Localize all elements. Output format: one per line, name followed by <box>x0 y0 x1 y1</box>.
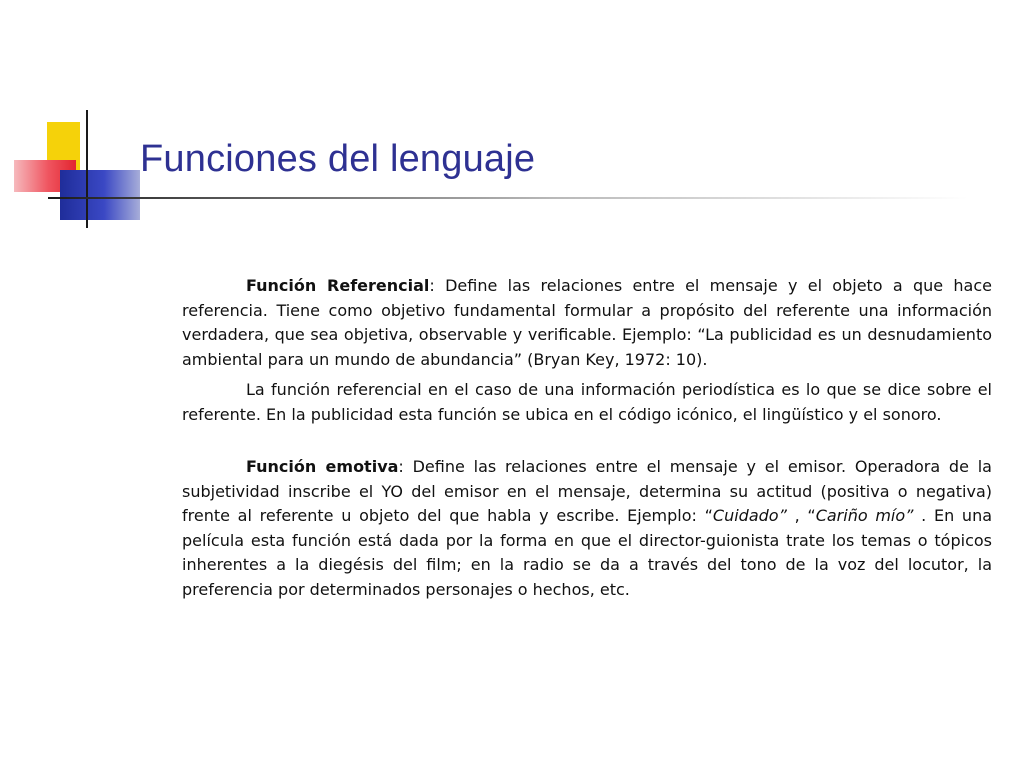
decor-blue-square <box>60 170 140 220</box>
title-underline <box>48 197 968 199</box>
emotiva-definition: Define las relaciones entre el mensaje y el emisor. Operadora de la subjetividad inscribe el YO del emisor en el mensaje, determina su actitud (positiva o negativa) frente al referente u objeto del que habla y escribe. Ejemplo: “ <box>182 457 992 525</box>
example-carino-mio: Cariño mío” <box>815 506 914 525</box>
decor-vertical-line <box>86 110 88 228</box>
slide-body <box>182 274 992 602</box>
paragraph-referencial-note <box>182 378 992 427</box>
colon: : <box>429 276 446 295</box>
paragraph-emotiva <box>182 455 992 602</box>
colon: : <box>398 457 413 476</box>
paragraph-referencial <box>182 274 992 372</box>
example-separator: , “ <box>786 506 816 525</box>
referencial-note-text: La función referencial en el caso de una información periodística es lo que se dice sobre el referente. En la publicidad esta función se ubica en el código icónico, el lingüístico y el sonoro. <box>182 380 992 424</box>
slide-title: Funciones del lenguaje <box>140 138 536 180</box>
term-funcion-referencial: Función Referencial <box>246 276 430 295</box>
referencial-definition: Define las relaciones entre el mensaje y el objeto a que hace referencia. Tiene como objetivo fundamental formular a propósito del referente una información verdadera, que sea objetiva, observable y verificable. Ejemplo: “La publicidad es un desnudamiento ambiental para un mundo de abundancia” (Bryan Key, 1972: 10). <box>182 276 993 369</box>
example-cuidado: Cuidado” <box>712 506 787 525</box>
term-funcion-emotiva: Función emotiva <box>246 457 399 476</box>
emotiva-continuation: . En una película esta función está dada por la forma en que el director-guionista trate los temas o tópicos inherentes a la diegésis del film; en la radio se da a través del tono de la voz del locutor, la preferencia por determinados personajes o hechos, etc. <box>182 506 993 599</box>
